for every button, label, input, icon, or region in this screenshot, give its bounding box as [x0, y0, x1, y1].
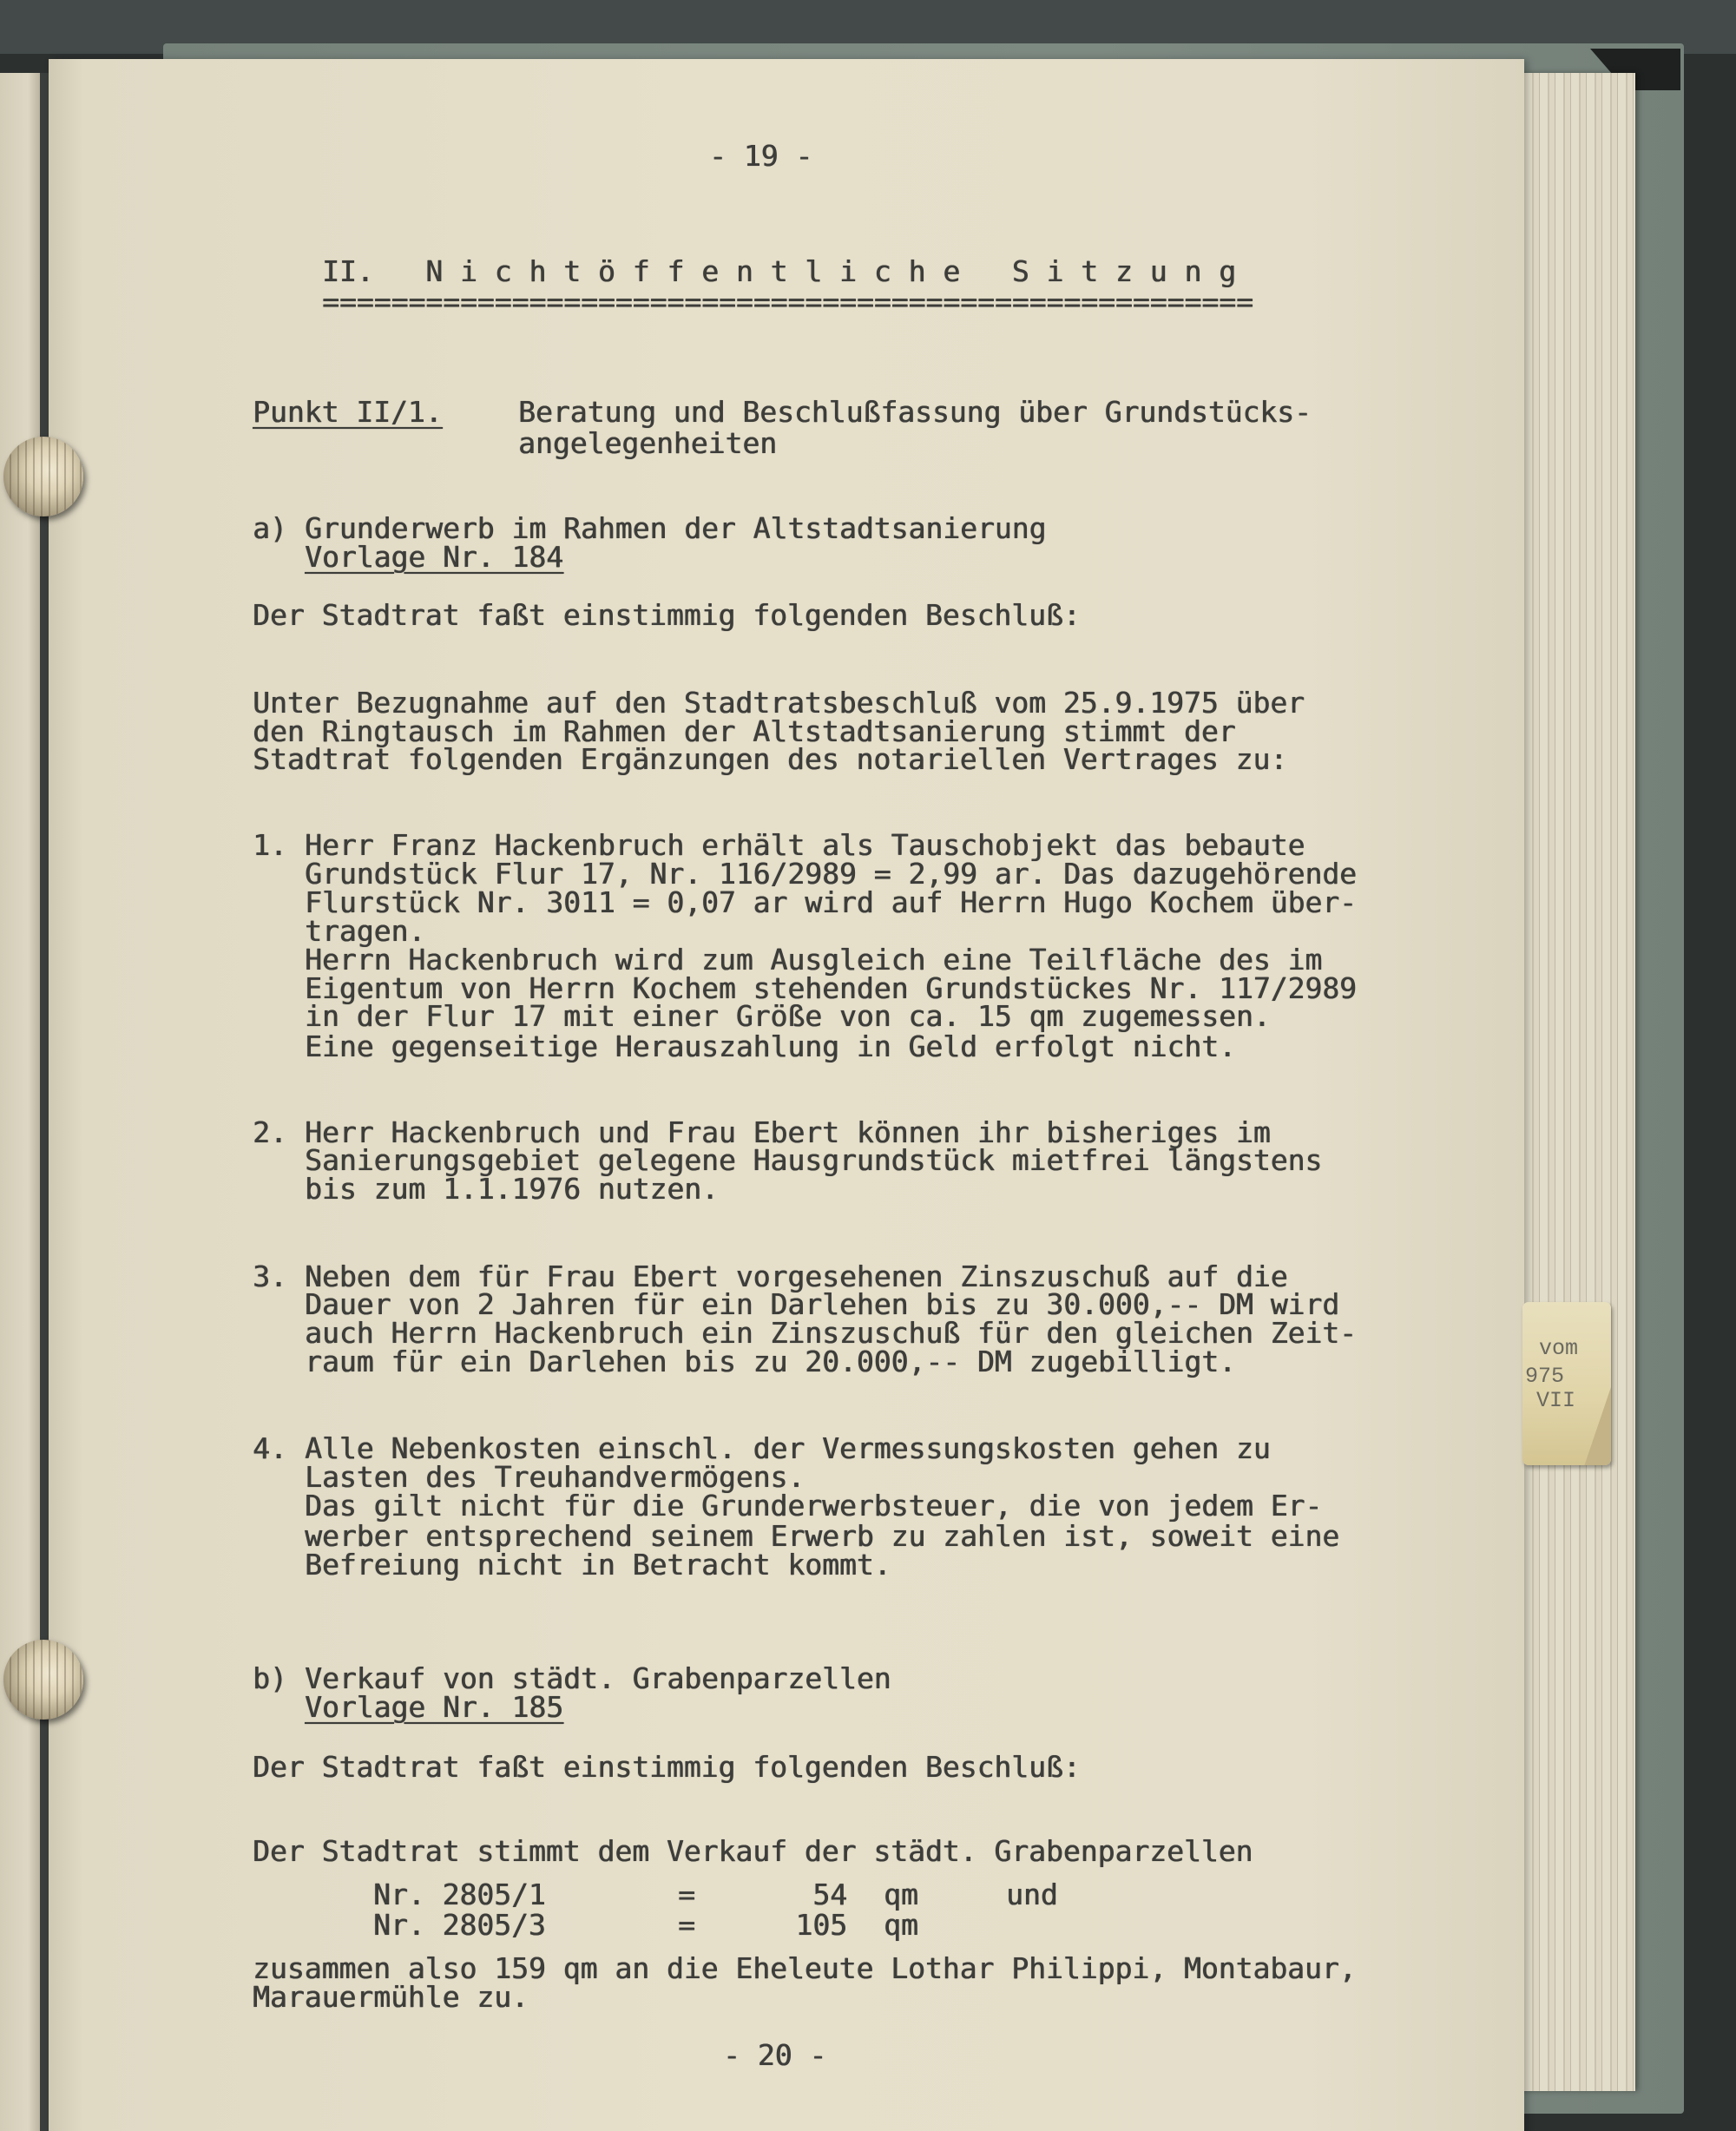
- point-line: raum für ein Darlehen bis zu 20.000,-- DM zugebilligt.: [305, 1345, 1236, 1378]
- section-a-marker: a): [253, 511, 287, 545]
- section-b-resolution-intro: Der Stadtrat faßt einstimmig folgenden Beschluß:: [253, 1750, 1081, 1784]
- point-line: Herr Hackenbruch und Frau Ebert können ihr bisheriges im: [305, 1115, 1271, 1149]
- point-line: auch Herrn Hackenbruch ein Zinszuschuß für den gleichen Zeit-: [305, 1316, 1357, 1350]
- point-line: Lasten des Treuhandvermögens.: [305, 1460, 806, 1494]
- index-tab-curl: [1581, 1387, 1611, 1465]
- parcel-number: Nr. 2805/1: [373, 1878, 546, 1911]
- closing-line: Marauermühle zu.: [253, 1980, 529, 2014]
- point-line: Neben dem für Frau Ebert vorgesehenen Zinszuschuß auf die: [305, 1260, 1288, 1293]
- index-tab-line: vom: [1539, 1336, 1579, 1361]
- binder-ring-bottom: [3, 1640, 83, 1720]
- section-b-intro: Der Stadtrat stimmt dem Verkauf der städt. Grabenparzellen: [253, 1834, 1253, 1868]
- point-line: Herr Franz Hackenbruch erhält als Tauschobjekt das bebaute: [305, 828, 1305, 862]
- point-line: Grundstück Flur 17, Nr. 116/2989 = 2,99 ar. Das dazugehörende: [305, 857, 1357, 891]
- parcel-number: Nr. 2805/3: [373, 1908, 546, 1942]
- point-line: werber entsprechend seinem Erwerb zu zahlen ist, soweit eine: [305, 1519, 1340, 1553]
- page-number-bottom: - 20 -: [723, 2038, 827, 2072]
- parcel-unit: qm: [884, 1908, 918, 1942]
- previous-page-edge: [0, 73, 40, 2131]
- parcel-area: 105: [795, 1908, 847, 1942]
- point-line: Alle Nebenkosten einschl. der Vermessungskosten gehen zu: [305, 1431, 1271, 1465]
- section-b-reference: Vorlage Nr. 185: [305, 1690, 564, 1724]
- point-line: Sanierungsgebiet gelegene Hausgrundstück mietfrei längstens: [305, 1143, 1323, 1177]
- point-line: tragen.: [305, 914, 426, 948]
- point-line: in der Flur 17 mit einer Größe von ca. 15 qm zugemessen.: [305, 999, 1271, 1033]
- point-line: Eigentum von Herrn Kochem stehenden Grundstückes Nr. 117/2989: [305, 971, 1357, 1005]
- closing-line: zusammen also 159 qm an die Eheleute Lothar Philippi, Montabaur,: [253, 1951, 1357, 1985]
- point-number: 4.: [253, 1431, 287, 1465]
- index-tab-line: 975: [1525, 1364, 1565, 1389]
- preamble-line: Unter Bezugnahme auf den Stadtratsbeschluß vom 25.9.1975 über: [253, 686, 1305, 720]
- parcel-area: 54: [812, 1878, 847, 1911]
- binding-gutter: [40, 73, 49, 2131]
- section-a-reference: Vorlage Nr. 184: [305, 540, 564, 574]
- heading-rule: ======================================================: [322, 285, 1253, 319]
- parcel-equals: =: [678, 1908, 695, 1942]
- preamble-line: Stadtrat folgenden Ergänzungen des notariellen Vertrages zu:: [253, 742, 1288, 776]
- point-number: 1.: [253, 828, 287, 862]
- agenda-item-subject-line: angelegenheiten: [518, 426, 778, 460]
- parcel-unit: qm: [884, 1878, 918, 1911]
- parcel-equals: =: [678, 1878, 695, 1911]
- agenda-item-subject-line: Beratung und Beschlußfassung über Grundstücks-: [518, 395, 1312, 429]
- binder-ring-top: [3, 437, 83, 516]
- point-number: 3.: [253, 1260, 287, 1293]
- point-line: Befreiung nicht in Betracht kommt.: [305, 1548, 891, 1582]
- page-number-top: - 19 -: [709, 139, 813, 173]
- section-b-marker: b): [253, 1661, 287, 1695]
- point-line: Das gilt nicht für die Grunderwerbsteuer, die von jedem Er-: [305, 1489, 1323, 1523]
- agenda-item-label: Punkt II/1.: [253, 395, 443, 429]
- section-b-title: Verkauf von städt. Grabenparzellen: [305, 1661, 891, 1695]
- point-line: Herrn Hackenbruch wird zum Ausgleich eine Teilfläche des im: [305, 943, 1323, 977]
- section-a-title: Grunderwerb im Rahmen der Altstadtsanierung: [305, 511, 1047, 545]
- heading-title: II. N i c h t ö f f e n t l i c h e S i t z u n g: [322, 254, 1236, 288]
- index-tab: [1522, 1302, 1611, 1465]
- section-a-resolution-intro: Der Stadtrat faßt einstimmig folgenden Beschluß:: [253, 598, 1081, 632]
- index-tab-line: VII: [1536, 1388, 1576, 1413]
- point-number: 2.: [253, 1115, 287, 1149]
- paper-sheet: [49, 59, 1524, 2131]
- point-line: bis zum 1.1.1976 nutzen.: [305, 1172, 719, 1206]
- preamble-line: den Ringtausch im Rahmen der Altstadtsanierung stimmt der: [253, 714, 1236, 748]
- point-line: Flurstück Nr. 3011 = 0,07 ar wird auf Herrn Hugo Kochem über-: [305, 885, 1357, 919]
- parcel-conjunction: und: [1006, 1878, 1058, 1911]
- point-line: Dauer von 2 Jahren für ein Darlehen bis zu 30.000,-- DM wird: [305, 1287, 1340, 1321]
- point-line: Eine gegenseitige Herauszahlung in Geld erfolgt nicht.: [305, 1029, 1236, 1063]
